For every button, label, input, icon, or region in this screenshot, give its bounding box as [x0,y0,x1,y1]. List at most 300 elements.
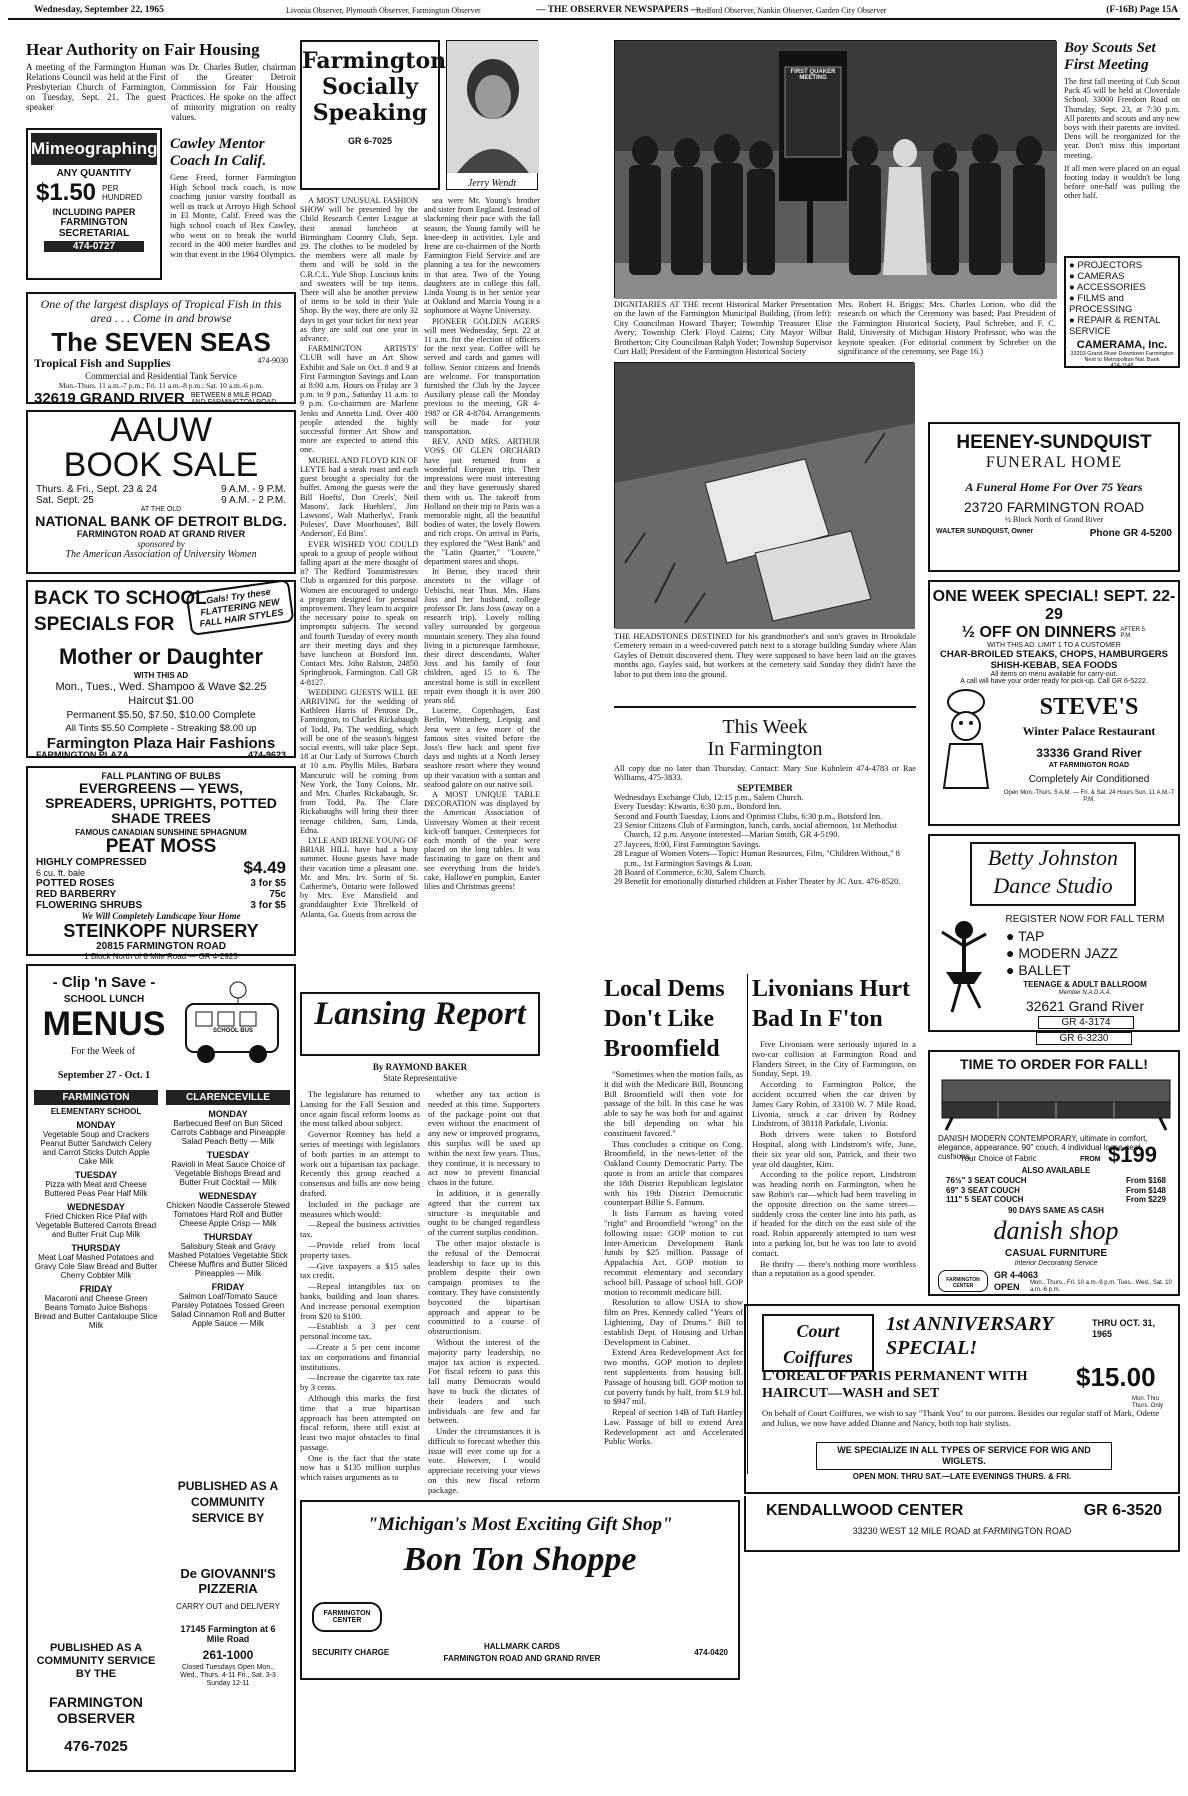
hair-flash: Gals! Try these FLATTERING NEW FALL HAIR STYLES [186,579,295,636]
menu-day: FRIDAY [211,1282,245,1292]
bonton-loc: FARMINGTON ROAD AND GRAND RIVER [443,1654,601,1663]
headstones-image [615,363,915,629]
nursery-top: FALL PLANTING OF BULBS [101,771,221,781]
social-column-2 [424,196,540,986]
camerama-addr: 33203 Grand River Downtown Farmington [1070,351,1174,357]
marker-sign-text: FIRST QUAKER MEETING [790,69,836,81]
social-paragraph: A MOST UNUSUAL FASHION SHOW will be presented by the Child Research Center League at their annual luncheon at Birmingham Country Club, Sept. 29. The clothes to be modeled by the members were all made by them and will be sold in the C.R.C.L. Yule Shop. Luscious knits and sweaters will be top items. There will also be another preview of items to be sold in their Yule Shop. By the way, there are only 32 days to get your ticket for next year as they are sold out one year in advance. [300,196,418,344]
dance-item-label: MODERN JAZZ [1018,945,1118,961]
lansing-paragraph: —Repeal intangibles tax on banks, building and loan shares. And increase personal exemption from $20 to $100. [300,1281,420,1321]
social-phone: GR 6-7025 [347,136,393,146]
social-paragraph: LYLE AND IRENE YOUNG OF BRIAR HILL have had a busy summer. House guests have made their vacation time a pleasant one. Mr. and Mrs. Irv. Sorin of St. Catherine's, Ontario were followed by Mrs. Eve Mansfield and granddaughter Evie Threlkeld of Atlanta, Ga. Guests from across the [300,836,418,919]
menus-clip: - Clip 'n Save - [52,974,156,991]
bonton-phone: 474-0420 [694,1648,728,1657]
heeney-sundquist-ad [928,422,1180,572]
nursery-item-row [36,889,286,900]
menu-food: Fried Chicken Rice Pilaf with Vegetable Buttered Carrots Bread and Butter Fruit Cup Milk [35,1212,157,1239]
jerry-wendt-photo [446,40,538,190]
danish-open: OPEN [994,1282,1020,1292]
lansing-paragraph: —Give taxpayers a $15 sales tax credit. [300,1260,420,1281]
lansing-paragraph: —Increase the cigarette tax rate by 3 cents. [300,1372,420,1393]
camerama-item [1069,293,1175,315]
livonians-paragraph: According to Farmington Police, the accident occurred when the car driven by James Gary Robin, of 33100 W. 7 Mile Road, Livonia, struck a car driven by Rodney Lindstrom, of 38118 Parkdale, Livonia. [752,1079,916,1129]
photo1-caption-right: Mrs. Robert H. Briggs; Mrs. Charles Lorion, who did the research on which the Ceremony was based; Past President of the Farmington Historical Society, Paul Schreber, and F. C. Bald, University of Michigan History Professor, who was the keynote speaker. (For editorial comment by Schreber on the significance of the ceremony, see Page 16.) [838,300,1056,357]
menu-day: FRIDAY [79,1284,113,1294]
fair-housing-article [26,40,296,130]
aauw-times1: 9 A.M. - 9 P.M. [221,484,286,495]
clarenceville-menu [166,1090,290,1460]
dems-paragraph: Repeal of section 14B of Taft Hartley Law. Passage of bill to extend Area Redevelopment act and Accelerated Public Works. [604,1407,743,1447]
dance-addr: 32621 Grand River [1025,998,1145,1014]
social-paragraph: FARMINGTON ARTISTS' CLUB will have an Art Show Exhibit and Sale on Oct. 8 and 9 at First Farmington Savings and Loan at 8:00 a.m. Hours on Friday are 3 p.m. to 9 p.m., Saturday 11 a.m. to 9 p.m. Co-chairmen are Marlene Jenks and Annetta Lind. Over 400 people attended the highly successful former Art Show and more are expected to attend this one. [300,344,418,455]
aauw-title1: AAUW [110,411,212,449]
bullet-icon: ● [1069,271,1078,282]
social-paragraph: PIONEER GOLDEN AGERS will meet Wednesday, Sept. 22 at 11 a.m. for the election of officers for the next year. Coffee will be served and cards and games will follow. Senior citizens and friends are welcome. For transportation furnished the Club by the Jaycee Auxiliary please call the Monday previous to the meeting, GR 4-1987 or GR 4-8704. Arrangements will be made for your transportation. [424,316,540,437]
pizzeria-hours: Closed Tuesdays Open Mon., Wed., Thurs. 4-11 Fri., Sat. 3-3 Sunday 12-11 [180,1664,276,1687]
menu-food: Barbecued Beef on Bun Sliced Carrots Cabbage and Pineapple Salad Peach Betty — Milk [170,1119,286,1146]
this-week-title1: This Week [722,716,808,738]
dance-list [1006,928,1176,979]
lansing-paragraph: Under the circumstances it is difficult to forecast whether this issue will ever come up for a vote. However, I would appreciate receiving your views on this new fiscal reform package. [428,1426,540,1495]
nursery-item-price: 3 for $5 [250,878,286,889]
nursery-item-name: FLOWERING SHRUBS [36,900,143,911]
danish-item-price: From $148 [1125,1185,1166,1195]
masthead [8,4,1180,20]
nursery-head: EVERGREENS — YEWS, SPREADERS, UPRIGHTS, POTTED SHADE TREES [45,780,277,826]
steinkopf-nursery-ad [26,766,296,961]
this-week-item: Every Tuesday: Kiwanis, 6:30 p.m., Botsford Inn. [614,802,782,812]
dance-phone2: GR 6-3230 [1036,1032,1132,1045]
headstones-photo [614,362,914,628]
dance-item [1006,962,1176,979]
nursery-name: STEINKOPF NURSERY [63,921,259,941]
this-week-item: Wednesdays Exchange Club, 12:15 p.m., Salem Church. [614,792,804,802]
this-week-item: 29 Benefit for emotionally disturbed children at Fisher Theater by JC Aux. 476-8520. [614,877,901,887]
camerama-item [1069,260,1175,271]
lansing-column-2 [428,1089,540,1495]
dems-paragraph: Resolution to allow USIA to show film on Pres. Kennedy called "Years of Lightening, Day of Drums." Bill to establish Dept. of Housing and Urban Development in Cabinet. [604,1297,743,1347]
nursery-item-name: POTTED ROSES [36,878,115,889]
historical-marker-photo [614,40,1056,298]
mimeo-per: PER HUNDRED [102,184,143,202]
photo1-caption-left: DIGNITARIES AT THE recent Historical Marker Presentation on the lawn of the Farmington Municipal Building, (from left): City Councilman Howard Thayer; Township Treasurer Elise Avery; Township Clerk Floyd Cairns; City Mayor Wilbur Brotherton; City Councilman Ralph Yoder; Township Supervisor Curt Hall; President of the Farmington Historical Society [614,300,832,357]
nursery-peat: PEAT MOSS [105,836,217,857]
camerama-name: CAMERAMA, Inc. [1076,339,1168,351]
menu-food: Pizza with Meat and Cheese Buttered Peas Pear Half Milk [44,1180,148,1198]
school-bus-icon [178,976,288,1076]
portrait-image [447,41,539,173]
published2: PUBLISHED AS A COMMUNITY SERVICE BY [177,1479,279,1525]
heeney-block: ½ Block North of Grand River [1004,515,1104,524]
livonians-paragraph: According to the police report, Lindstrom was heading north on Farmington, when he saw Robin's car—which had been traveling in the opposite direction on the same street—suddenly cross the center line into his path, as if headed for the ditch on the east side of the road. Robin apparently attempted to turn west into a parking lot, but he was too late to avoid contact. [752,1169,916,1258]
this-week-item: 27 Jaycees, 8:00, First Farmington Savings. [614,839,761,849]
bonton-name: Bon Ton Shoppe [403,1541,637,1578]
coiffures-anniv: 1st ANNIVERSARY SPECIAL! [886,1313,1053,1359]
coiffures-phone: GR 6-3520 [1083,1502,1162,1519]
danish-also: ALSO AVAILABLE [1021,1166,1091,1175]
fair-housing-col2: was Dr. Charles Butler, chairman of the Greater Detroit Commission for Fair Housing Practices. He spoke on the affect of minority migration on realty values. [171,62,296,122]
nursery-hc: HIGHLY COMPRESSED [36,857,147,868]
seven-seas-between: BETWEEN 8 MILE ROAD AND FARMINGTON ROAD [190,391,277,406]
seven-seas-sub: Tropical Fish and Supplies [34,356,171,370]
this-week-item: 28 League of Women Voters—Topic: Human Resources, Film, "Children Without," 8 p.m., 1st Farmington Savings & Loan. [614,849,900,868]
menu-day: TUESDAY [74,1170,118,1180]
menus-title: MENUS [42,1005,166,1043]
danish-from: FROM [1080,1156,1101,1163]
heeney-sub: FUNERAL HOME [985,454,1123,471]
seven-seas-address: 32619 GRAND RIVER [34,390,185,407]
this-week-title2: In Farmington [707,738,823,760]
steves-head: ONE WEEK SPECIAL! SEPT. 22-29 [932,588,1176,623]
aauw-sponsor1: sponsored by [137,539,185,549]
seven-seas-hours: Mon.-Thurs. 11 a.m.-7 p.m.; Fri. 11 a.m.-8 p.m.; Sat. 10 a.m.-6 p.m. [58,381,264,390]
camerama-item-label: REPAIR & RENTAL SERVICE [1069,315,1161,337]
camerama-item-label: PROJECTORS [1077,260,1143,271]
school-lunch-menus [26,964,296,1772]
menus-lunch: SCHOOL LUNCH [63,994,145,1005]
scouts-p2: If all men were placed on an equal footing today it wouldn't be long before one-half was pulling the other half. [1064,163,1180,201]
lansing-paragraph: Included in the package are measures which would: [300,1198,420,1219]
clar-menu-list [166,1109,290,1328]
farm-sub: ELEMENTARY SCHOOL [50,1107,142,1116]
nursery-address: 20815 FARMINGTON ROAD [96,941,226,952]
camerama-phone: 474-1148 [1110,363,1134,369]
camerama-list [1066,258,1178,339]
socially-speaking-header [300,40,447,190]
hair-main: Mother or Daughter [58,644,264,669]
camerama-item-label: CAMERAS [1077,271,1125,282]
coiffures-name: Court Coiffures [762,1314,874,1372]
steves-hours: Open Mon.-Thurs. 5 A.M. — Fri. & Sat. 24 Hours Sun. 11 A.M.-7 P.M. [1003,790,1175,803]
masthead-date: Wednesday, September 22, 1965 [34,5,164,15]
nursery-addr2: 1 Block North of 8 Mile Road — GR 4-2925 [84,952,238,961]
steves-note1: All items on menu available for carry-out. [990,671,1118,678]
aauw-sponsor2: The American Association of University Women [65,549,257,560]
coiffures-days: Mon. Thru Thurs. Only [1132,1396,1164,1409]
menu-day: TUESDAY [206,1150,250,1160]
aauw-title2: BOOK SALE [63,446,259,484]
masthead-papers-left: Livonia Observer, Plymouth Observer, Farmington Observer [286,6,481,15]
lansing-paragraph: —Provide relief from local property taxes. [300,1239,420,1260]
livonians-paragraph: Be thrifty — there's nothing more worthless than a reputation as a good spender. [752,1258,916,1279]
hair-plaza: FARMINGTON PLAZA [36,750,129,760]
menus-week: September 27 - Oct. 1 [57,1070,151,1081]
nursery-landscape: We Will Completely Landscape Your Home [81,911,241,921]
this-week-month: SEPTEMBER [737,782,793,793]
danish-item-row [946,1176,1166,1186]
nursery-item-price: 3 for $5 [250,900,286,911]
social-title2: Socially [321,74,419,100]
nursery-item-name: RED BARBERRY [36,889,117,900]
coiffures-open: OPEN MON. THRU SAT.—LATE EVENINGS THURS. & FRI. [852,1472,1072,1481]
camerama-item-label: FILMS and PROCESSING [1069,293,1133,315]
danish-desc: DANISH MODERN CONTEMPORARY, ultimate in comfort, elegance, appearance. 90" couch, 4 individual loose-seat cushions. [938,1134,1148,1161]
scouts-p1: The first fall meeting of Cub Scout Pack 45 will be held at Cloverdale School, 33000 Freedom Road on Thursday, Sept. 23, at 7:30 p.m. All parents and scouts and any new boys with their parents are invited. Dens will be reorganized for the year. Don't miss this important meeting. [1064,77,1180,160]
photo-caption-jerry: Jerry Wendt [467,178,517,189]
bullet-icon: ● [1006,945,1019,961]
aauw-dates2: Sat. Sept. 25 [36,495,94,506]
menu-food: Vegetable Soup and Crackers Peanut Butter Sandwich Celery and Carrot Sticks Dutch Apple Cake Milk [40,1130,152,1166]
cawley-article [170,136,296,284]
aauw-bank: NATIONAL BANK OF DETROIT BLDG. [35,513,287,529]
lansing-paragraph: One is the fact that the state now has a $135 million surplus which raises arguments as to [300,1452,420,1483]
danish-name: danish shop [993,1216,1119,1245]
dance-item-label: TAP [1018,928,1045,944]
danish-head: TIME TO ORDER FOR FALL! [960,1056,1148,1072]
seven-seas-ad [26,292,296,407]
menu-day: THURSDAY [203,1232,253,1242]
clar-head: CLARENCEVILLE [166,1090,290,1105]
this-week-intro: All copy due no later than Thursday. Contact: Mary Sue Kuhnlein 474-4783 or Rae Williams, 475-3833. [614,764,916,783]
nursery-famous: FAMOUS CANADIAN SUNSHINE SPHAGNUM [75,828,247,837]
danish-logo: FARMINGTON CENTER [938,1270,988,1292]
camerama-item-label: ACCESSORIES [1076,282,1146,293]
camerama-next: Next to Metropolitan Nat. Bank [1084,357,1160,363]
bonton-security: SECURITY CHARGE [312,1648,390,1657]
seven-seas-phone: 474-9030 [257,356,288,365]
danish-item-row [946,1186,1166,1196]
local-dems-article [604,974,748,1474]
coiffures-center: KENDALLWOOD CENTER [766,1502,964,1519]
steves-sub: Winter Palace Restaurant [1022,724,1156,738]
aauw-at: AT THE OLD [140,506,182,513]
seven-seas-tag: One of the largest displays of Tropical Fish in this area . . . Come in and browse [40,297,282,325]
menu-day: MONDAY [76,1120,116,1130]
lansing-paragraph: The legislature has returned to Lansing for the Fall Session and once again fiscal reform looms as the most talked about subject. [300,1089,420,1129]
mimeo-price: $1.50 [35,179,97,206]
dems-paragraph: "Sometimes when the motion fails, as it did with the Medicare Bill, Bouncing Bill Broomfield will then vote for passage of the bill. In this case he was able to say he was both for and against the bill depending on what his constituent favored." [604,1069,743,1138]
menu-food: Ravioli in Meat Sauce Choice of Vegetable Bishops Bread and Butter Fruit Cocktail — Milk [171,1160,285,1187]
cawley-text: Gene Freed, former Farmington High School track coach, is now coaching junior varsity football as well as track at Arroyo High School in El Monte, Calif. Freed was the high school coach of Rex Cawley, who went on to break the world record in the 400 meter hurdles and win that event in the 1964 Olympics. [170,172,296,259]
steves-menu: CHAR-BROILED STEAKS, CHOPS, HAMBURGERS SHISH-KEBAB, SEA FOODS [939,649,1168,671]
bullet-icon: ● [1006,928,1019,944]
this-week-item: 23 Senior Citizens Club of Farmington, lunch, cards, social afternoon, 1st Methodist Church, 12 p.m. Anyone interested—Marian Smith, GR 4-5190. [614,821,898,840]
bullet-icon: ● [1069,282,1077,293]
dance-item-label: BALLET [1018,962,1071,978]
pizzeria-phone: 261-1000 [202,1648,254,1662]
photo2-caption: THE HEADSTONES DESTINED for his grandmother's and son's graves in Brookdale Cemetery remain in a weed-covered patch next to a storage building Sunday where Alan Gayles of Detroit discovered them. They were supposed to have been laid on the graves months ago, Gayles said, but workers at the cemetery said Sunday they didn't have the labor to put them into the ground. [614,632,916,679]
dance-phone1: GR 4-3174 [1038,1016,1134,1029]
steves-off: ½ OFF ON DINNERS [961,624,1117,641]
seven-seas-service: Commercial and Residential Tank Service [85,371,237,381]
social-paragraph: sea were Mr. Young's brother and sister from England. Instead of slackening their pace with the fall season, the Young family will be knee-deep in activities. Lyle and Irene are co-chairmen of the North Farmington Field Service and are planning a tea for the newcomers in that area. Two of the Young daughters are in college this fall. Linda Young is in her senior year at Oakland and Marcia Young is a sophomore at Wayne University. [424,196,540,316]
danish-item-name: 69" 3 SEAT COUCH [946,1185,1020,1195]
lansing-column-1 [300,1090,420,1486]
livonians-body [752,1040,916,1279]
bullet-icon: ● [1069,315,1078,326]
hair-name: Farmington Plaza Hair Fashions [46,735,276,752]
menu-day: MONDAY [208,1109,248,1119]
couch-icon [938,1076,1174,1132]
menus-for: For the Week of [70,1046,136,1057]
farm-menu-list [34,1120,158,1330]
lansing-paragraph: —Create a 5 per cent income tax on corporations and financial institutions. [300,1341,420,1372]
livonians-headline: Livonians Hurt Bad In F'ton [752,976,911,1032]
menu-food: Salisbury Steak and Gravy Mashed Potatoes Vegetable Stick Cheese Muffins and Butter Sliced Pineapples — Milk [168,1242,288,1278]
livonians-paragraph: Five Livonians were seriously injured in a two-car collision at Farmington Road and Flanders Street, in the City of Farmington, on Sunday, Sept. 19. [752,1039,916,1079]
social-title3: Speaking [312,100,428,126]
dance-register: REGISTER NOW FOR FALL TERM [1005,914,1165,925]
bonton-tag: "Michigan's Most Exciting Gift Shop" [367,1514,673,1535]
steves-addr: 33336 Grand River [1036,746,1142,760]
dance-teen: TEENAGE & ADULT BALLROOM [1023,980,1147,989]
masthead-main: — THE OBSERVER NEWSPAPERS — [536,5,701,15]
mimeo-paper: INCLUDING PAPER [52,207,136,217]
mimeo-name: FARMINGTON SECRETARIAL [58,217,130,239]
danish-price: $199 [1108,1142,1157,1167]
coiffures-thru: THRU OCT. 31, 1965 [1092,1318,1156,1339]
kendallwood-footer [744,1496,1180,1552]
lansing-paragraph: Although this marks the first time that a true bipartisan approach has been attempted on fiscal reform, there still exist at least two major obstacles to final passage. [300,1392,420,1452]
this-week-list [614,793,916,887]
lansing-paragraph: In addition, it is generally agreed that the current tax structure is inequitable and ought to be changed regardless of the current surplus condition. [428,1187,540,1238]
danish-sub: CASUAL FURNITURE [1004,1248,1108,1259]
danish-item-price: From $168 [1125,1176,1166,1185]
fair-housing-col1: A meeting of the Farmington Human Relations Council was held at the First Presbyterian Church of Farmington, on Tuesday, Sept. 21. The guest speaker [26,62,166,112]
menus-bus-text: SCHOOL BUS [213,1028,253,1034]
pizzeria-carry: CARRY OUT and DELIVERY [176,1602,280,1611]
dems-headline: Local Dems Don't Like Broomfield [604,976,725,1062]
coiffures-special: WE SPECIALIZE IN ALL TYPES OF SERVICE FOR WIG AND WIGLETS. [816,1442,1112,1470]
steves-limit: WITH THIS AD. LIMIT 1 TO A CUSTOMER [987,642,1121,649]
dance-name2: Dance Studio [993,873,1113,898]
social-paragraph: REV. AND MRS. ARTHUR VOSS OF GLEN ORCHARD have just returned from a wonderful European trip. Their impressions were most interesting and they have generously shared them with us. The takeoff from Holland on their trip to Paris was a memorable night, all the beautiful bodies of water, the lovely flowers and rich crops. On arrival in Paris, they explored the "West Bank" and the "Latin Quarter," "Louvre," department stores and shops. [424,437,540,566]
lansing-paragraph: Without the interest of the majority party leadership, no major tax action is expected. For fiscal reform to pass this fall many Democrats would have to buck the dictates of their leaders and such individuals are few and far between. [428,1336,540,1426]
camerama-ad [1064,256,1180,368]
heeney-phone: Phone GR 4-5200 [1089,528,1172,539]
danish-list [946,1176,1166,1205]
farm-obs-phone: 476-7025 [64,1738,128,1755]
boy-scouts-article [1064,40,1180,262]
danish-item-row [946,1195,1166,1205]
lansing-report-header [300,992,540,1056]
danish-item-name: 111" 5 SEAT COUCH [946,1195,1024,1204]
chef-icon [936,688,998,798]
pizzeria-addr: 17145 Farmington at 6 Mile Road [180,1624,276,1644]
social-paragraph: WEDDING GUESTS WILL BE ARRIVING for the wedding of Kathleen Harris of Penrose Dr., Farmington, to Charles Rickabaugh of Todd, Pa. The wedding, which will be one of the season's biggest social events, will take place Sept. 18 at Our Lady of Sorrows Church at 10 a.m. Phyllis Miles, Barbara Mancuruic will be coming from New York, the Tony Colons, Mr. and Mrs. Charles Rickabaugh, Sr. from Todd, Pa. The Clare Rickabaughs will bring their three teenage children, Sam, Linda, Edna. [300,687,418,835]
menu-food: Salmon Loaf/Tomato Sauce Parsley Potatoes Tossed Green Salad Cinnamon Roll and Butter Apple Sauce — Milk [170,1292,286,1328]
mimeo-qty: ANY QUANTITY [56,168,132,179]
heeney-name: HEENEY-SUNDQUIST [956,432,1152,453]
lansing-paragraph: Governor Romney has held a series of meetings with legislators of both parties in an attempt to work out a bipartisan tax package. Recently this group reached a consensus and bills are now being drafted. [300,1129,420,1198]
bullet-icon: ● [1006,962,1019,978]
nursery-item-price: 75c [269,889,286,900]
bullet-icon: ● [1069,293,1078,304]
bullet-icon: ● [1069,260,1078,271]
dems-paragraph: Thus concludes a critique on Cong. Broomfield, in the news-letter of the Oakland County Democratic Party. The quote is from an article that compares the 18th District Republican legislator with his 19th District Democratic counterpart Billie S. Farnum. [604,1138,743,1208]
heeney-tag: A Funeral Home For Over 75 Years [965,480,1143,494]
this-week-item: 28 Board of Commerce, 6:30, Salem Church. [614,868,766,878]
nursery-item-row [36,878,286,889]
dance-item [1006,945,1176,962]
menu-food: Macaroni and Cheese Green Beans Tomato Juice Bishops Bread and Butter Cantaloupe Slice Milk [34,1294,158,1330]
hair-phone: 474-9623 [247,750,286,760]
heeney-owner: WALTER SUNDQUIST, Owner [936,528,1034,535]
farmington-menu [34,1090,158,1610]
nursery-bale: 6 cu. ft. bale [36,868,86,878]
hair-fashions-ad [26,580,296,758]
lansing-role: State Representative [383,1073,457,1083]
court-coiffures-ad [744,1304,1180,1494]
coiffures-price: $15.00 [1076,1362,1156,1392]
mimeo-title: Mimeographing [31,133,157,165]
lansing-paragraph: whether any tax action is needed at this time. Supporters of the package point out that even without the enactment of any new or improved programs, this surplus will be used up within the next few years. Thus, they continue, it is necessary to act now to prevent financial chaos in the future. [428,1089,540,1188]
fair-housing-headline: Hear Authority on Fair Housing [26,40,260,59]
dems-paragraph: Extend Area Redevelopment Act for two months. GOP motion to deplete rent supplements from housing bill. Passage of housing bill. GOP motion to cut poverty funds by half, from $1.9 bil. to $947 mil. [604,1347,743,1407]
coiffures-perm: L'OREAL OF PARIS PERMANENT WITH HAIRCUT—WASH and SET [762,1369,1028,1401]
published1: PUBLISHED AS A COMMUNITY SERVICE BY THE [36,1642,156,1680]
social-paragraph: EVER WISHED YOU COULD speak to a group of people without falling apart at the mere thought of it? The Redford Toastmistresses Club is organized for this purpose. Women are encouraged to undergo a program designed for personal improvement. They learn to acquire the necessary poise to speak on impromptu subjects. The second and fourth Tuesday of every month are their meeting days and they have luncheon at Botsford Inn. Contact Mrs. John Ralston, 24850 Springbrook, Farmington. Call GR 4-8127. [300,539,418,687]
farm-obs: FARMINGTON OBSERVER [49,1694,143,1726]
pizzeria-name: De GIOVANNI'S PIZZERIA [180,1566,276,1596]
danish-item-price: From $229 [1125,1195,1166,1204]
nursery-items [28,878,294,911]
livonians-paragraph: Both drivers were taken to Botsford Hospital, along with Lindstrom's wife, June, their six year old son, Patrick, and their two year old daughter, Kim. [752,1129,916,1169]
danish-choice: Your Choice of Fabric [960,1154,1037,1163]
bon-ton-ad [300,1500,740,1680]
hair-perm: Permanent $5.50, $7.50, $10.00 Complete [66,710,256,721]
nursery-item-row [36,900,286,911]
this-week-box [614,706,916,968]
hair-deal: Mon., Tues., Wed. Shampoo & Wave $2.25 [55,681,267,693]
social-column-1 [300,196,418,986]
hair-haircut: Haircut $1.00 [128,695,194,707]
menu-food: Chicken Noodle Casserole Stewed Tomatoes Hard Roll and Butter Cheese Apple Crisp — Milk [166,1201,290,1228]
seven-seas-name: The SEVEN SEAS [51,327,271,357]
menu-day: WEDNESDAY [199,1191,257,1201]
steves-restaurant-ad [928,580,1180,826]
aauw-book-sale-ad [26,410,296,574]
scouts-headline: Boy Scouts Set First Meeting [1064,40,1156,73]
aauw-dates1: Thurs. & Fri., Sept. 23 & 24 [36,484,158,495]
lansing-paragraph: The other major obstacle is the refusal of the Democrat leadership to face up to this problem despite their own campaign promises to the contrary. They have consistently boycotted the bipartisan approach and appear to be committed to a course of obstructionism. [428,1237,540,1337]
cawley-headline: Cawley Mentor Coach In Calif. [170,136,267,169]
dance-item [1006,928,1176,945]
dance-studio-ad [928,834,1180,1032]
steves-name: STEVE'S [1039,694,1139,720]
coiffures-thanks: On behalf of Court Coiffures, we wish to say "Thank You" to our patrons. Besides our regular staff of Mark, Odette and Julius, we now have added Dianne and Nancy, both top hair stylists. [762,1408,1160,1428]
dance-member: Member N.A.D.A.A. [1058,990,1112,996]
masthead-papers-right: Redford Observer, Nankin Observer, Garden City Observer [696,6,887,15]
lansing-by: By RAYMOND BAKER [372,1062,468,1072]
farm-head: FARMINGTON [34,1090,158,1105]
dems-body [604,1070,743,1447]
this-week-item: Second and Fourth Tuesday, Lions and Optimist Clubs, 6:30 p.m., Botsford Inn. [614,811,883,821]
camerama-item [1069,271,1175,282]
danish-svc: Interior Decorating Service [1014,1260,1098,1267]
dance-name1: Betty Johnston [987,845,1119,870]
hair-line1: BACK TO SCHOOL [34,588,207,609]
dems-paragraph: It lists Farnum as having voted "right" and Broomfield "wrong" on the following issue: GOP motion to cut Inter-American Development Bank funds by $25 million. Passage of Appalachia Act. GOP motion to recommit elementary and secondary school bill. Passage of school bill. GOP motion to recommit medicare bill. [604,1208,743,1297]
heeney-addr: 23720 FARMINGTON ROAD [963,499,1145,515]
menu-day: THURSDAY [71,1243,121,1253]
danish-cash: 90 DAYS SAME AS CASH [1008,1206,1104,1215]
danish-phone: GR 4-4063 [994,1270,1039,1280]
lansing-title: Lansing Report [314,996,526,1032]
lansing-paragraph: —Repeal the business activities tax. [300,1219,420,1240]
dance-name [970,842,1136,906]
lansing-paragraph: —Establish a 3 per cent personal income tax. [300,1321,420,1342]
aauw-times2: 9 A.M. - 2 P.M. [221,495,286,506]
steves-at: AT FARMINGTON ROAD [1048,762,1130,769]
social-title1: Farmington [302,48,447,74]
camerama-item [1069,315,1175,337]
hair-tints: All Tints $5.50 Complete - Streaking $8.00 up [65,723,257,734]
menu-day: WEDNESDAY [67,1202,125,1212]
masthead-page: (F-16B) Page 15A [1106,5,1178,15]
social-paragraph: Lucerne, Copenhagen, East Berlin, Wittenberg, Leipsig and Jena were a few more of the famous sites visited before the Joss's flew back and spent five days and nights at a North Jersey seashore resort where they wound up their vacation with a suntan and seafood galore on our native soil. [424,706,540,789]
aauw-loc: FARMINGTON ROAD AT GRAND RIVER [76,529,246,539]
